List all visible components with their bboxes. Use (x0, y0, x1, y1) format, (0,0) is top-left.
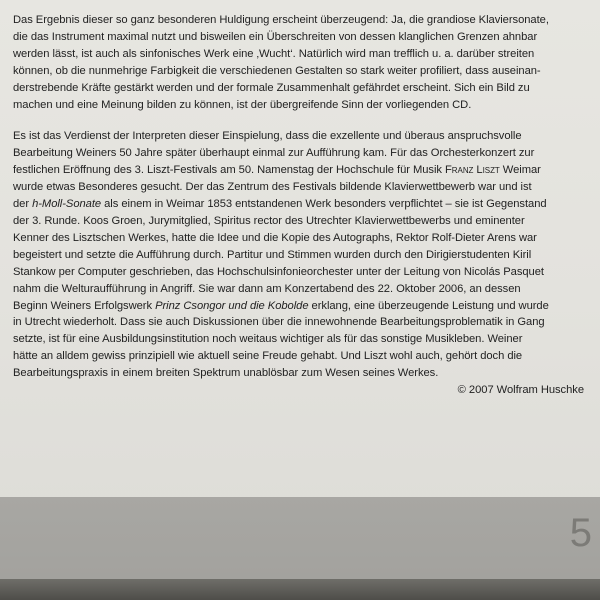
paragraph-1 (13, 12, 597, 113)
body-text (13, 12, 597, 399)
inline-text: festlichen Eröffnung des 3. Liszt-Festivals am 50. Namenstag der Hochschule für Musik (13, 164, 446, 177)
paragraph-1-line: können, ob die nunmehrige Farbigkeit die verschiedenen Gestalten so stark weiter profiliert, dass auseinan- (13, 64, 541, 77)
paragraph-2-line: Bearbeitung Weiners 50 Jahre später überhaupt einmal zur Aufführung kam. Für das Orchesterkonzert zur (13, 147, 535, 160)
paragraph-2-line: hätte an alldem gewiss prinzipiell wie aktuell seine Freude gehabt. Und Liszt wohl auch, gehört doch die (13, 350, 523, 363)
paragraph-2-line: setzte, ist für eine Ausbildungsinstitution noch weitaus wichtiger als für das sonstige Musikleben. Weiner (13, 333, 523, 346)
paragraph-2-line: Kenner des Lisztschen Werkes, hatte die Idee und die Kopie des Autographs, Rektor Rolf-Dieter Arens war (13, 231, 537, 244)
paragraph-2-line: begeistert und setzte die Aufführung durch. Partitur und Stimmen wurden durch den Dirigierstudenten Kiril (13, 248, 532, 261)
page-number: 5 (569, 511, 592, 555)
inline-text: als einem in Weimar 1853 entstandenen Werk besonders verpflichtet – sie ist Gegenstand (101, 198, 547, 211)
paragraph-2-line: wurde etwas Besonderes gesucht. Der das Zentrum des Festivals bildende Klavierwettbewerb war und ist (13, 181, 532, 194)
work-title: Prinz Csongor und die Kobolde (155, 299, 309, 312)
inline-text: der (13, 198, 33, 211)
paragraph-2-line: Es ist das Verdienst der Interpreten dieser Einspielung, dass die exzellente und überaus anspruchsvolle (13, 130, 522, 143)
paragraph-1-line: werden lässt, ist auch als sinfonisches Werk eine ‚Wucht‘. Natürlich wird man trefflich u. a. darüber streiten (13, 47, 535, 60)
paragraph-2-line: Stankow per Computer geschrieben, das Hochschulsinfonieorchester unter der Leitung von Nicolás Pasquet (13, 265, 544, 278)
paragraph-2-line: der 3. Runde. Koos Groen, Jurymitglied, Spiritus rector des Utrechter Klavierwettbewerbs und eminenter (13, 214, 525, 227)
paragraph-2-line: Bearbeitungspraxis in einem breiten Spektrum unablösbar zum Wesen seines Werkes. (13, 367, 439, 380)
paragraph-2 (13, 128, 597, 399)
paragraph-1-line: die das Instrument maximal nutzt und bisweilen ein Überschreiten von dessen klanglichen Grenzen ahnbar (13, 30, 538, 43)
copyright-note: © 2007 Wolfram Huschke (457, 384, 584, 397)
paragraph-2-line (13, 162, 597, 179)
institution-name: Franz Liszt (445, 164, 500, 177)
paragraph-2-line: nahm die Welturaufführung in Angriff. Sie war dann am Konzertabend des 22. Oktober 2006, an dessen (13, 282, 521, 295)
inline-text: Weimar (499, 164, 541, 177)
work-title: h-Moll-Sonate (32, 198, 102, 211)
paragraph-2-line: in Utrecht wiederholt. Dass sie auch Diskussionen über die innewohnende Bearbeitungsproblematik in Gang (13, 316, 545, 329)
page-bottom-edge (0, 579, 600, 600)
paragraph-1-line: Das Ergebnis dieser so ganz besonderen Huldigung erscheint überzeugend: Ja, die grandiose Klaviersonate, (13, 14, 549, 26)
inline-text: erklang, eine überzeugende Leistung und wurde (308, 299, 549, 312)
inline-text: Beginn Weiners Erfolgswerk (13, 299, 156, 312)
paragraph-2-line (13, 298, 597, 315)
paragraph-1-line: derstrebende Kräfte gestärkt werden und der formale Zusammenhalt gefährdet erscheint. Sich ein Bild zu (13, 81, 530, 94)
paragraph-1-line: machen und eine Meinung bilden zu können, ist der übergreifende Sinn der vorliegenden CD. (13, 98, 472, 111)
paragraph-2-line (13, 196, 597, 213)
footer-band (0, 497, 600, 579)
